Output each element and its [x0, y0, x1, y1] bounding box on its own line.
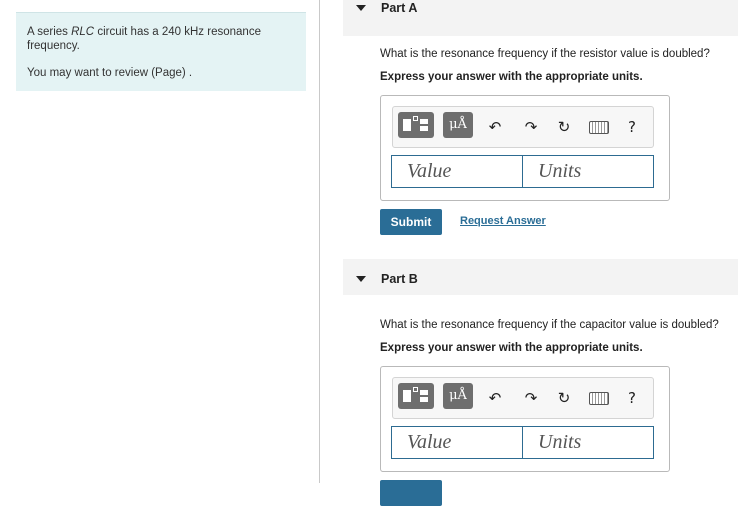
part-a-question: What is the resonance frequency if the resistor value is doubled?	[380, 48, 710, 60]
part-a-title: Part A	[381, 1, 418, 15]
problem-text-suffix: circuit has a 240 kHz resonance	[94, 26, 261, 38]
part-b-collapse-icon[interactable]	[356, 276, 366, 282]
units-icon[interactable]: μÅ	[443, 112, 473, 138]
templates-icon[interactable]	[398, 112, 434, 138]
problem-statement-panel	[16, 12, 306, 91]
part-a-instruction: Express your answer with the appropriate units.	[380, 71, 643, 83]
part-a-answer-box	[380, 95, 670, 201]
part-b-title: Part B	[381, 272, 418, 286]
part-b-answer-box	[380, 366, 670, 472]
reset-icon[interactable]: ↻	[557, 118, 571, 136]
part-a-value-input[interactable]: Value	[391, 155, 523, 188]
undo-icon[interactable]: ↶	[488, 389, 502, 407]
templates-icon[interactable]	[398, 383, 434, 409]
problem-text-line-2: frequency.	[27, 40, 80, 52]
review-text: You may want to review (Page) .	[27, 67, 193, 79]
part-b-units-input[interactable]: Units	[522, 426, 654, 459]
part-a-units-input[interactable]: Units	[522, 155, 654, 188]
keyboard-icon[interactable]	[589, 392, 609, 405]
problem-text-prefix: A series	[27, 26, 72, 38]
part-a-collapse-icon[interactable]	[356, 5, 366, 11]
part-a-submit-button[interactable]: Submit	[380, 209, 442, 235]
problem-text-line-1	[27, 26, 261, 38]
help-icon[interactable]: ?	[628, 118, 636, 136]
part-b-math-toolbar	[392, 377, 654, 419]
part-a-math-toolbar	[392, 106, 654, 148]
reset-icon[interactable]: ↻	[557, 389, 571, 407]
redo-icon[interactable]: ↷	[524, 118, 538, 136]
part-b-question: What is the resonance frequency if the capacitor value is doubled?	[380, 319, 719, 331]
part-b-value-input[interactable]: Value	[391, 426, 523, 459]
redo-icon[interactable]: ↷	[524, 389, 538, 407]
help-icon[interactable]: ?	[628, 389, 636, 407]
part-b-submit-button[interactable]	[380, 480, 442, 506]
keyboard-icon[interactable]	[589, 121, 609, 134]
problem-text-emphasis: RLC	[71, 26, 95, 38]
undo-icon[interactable]: ↶	[488, 118, 502, 136]
column-divider	[319, 0, 320, 483]
part-a-request-answer-link[interactable]: Request Answer	[460, 215, 546, 227]
units-icon[interactable]: μÅ	[443, 383, 473, 409]
part-b-instruction: Express your answer with the appropriate units.	[380, 342, 643, 354]
